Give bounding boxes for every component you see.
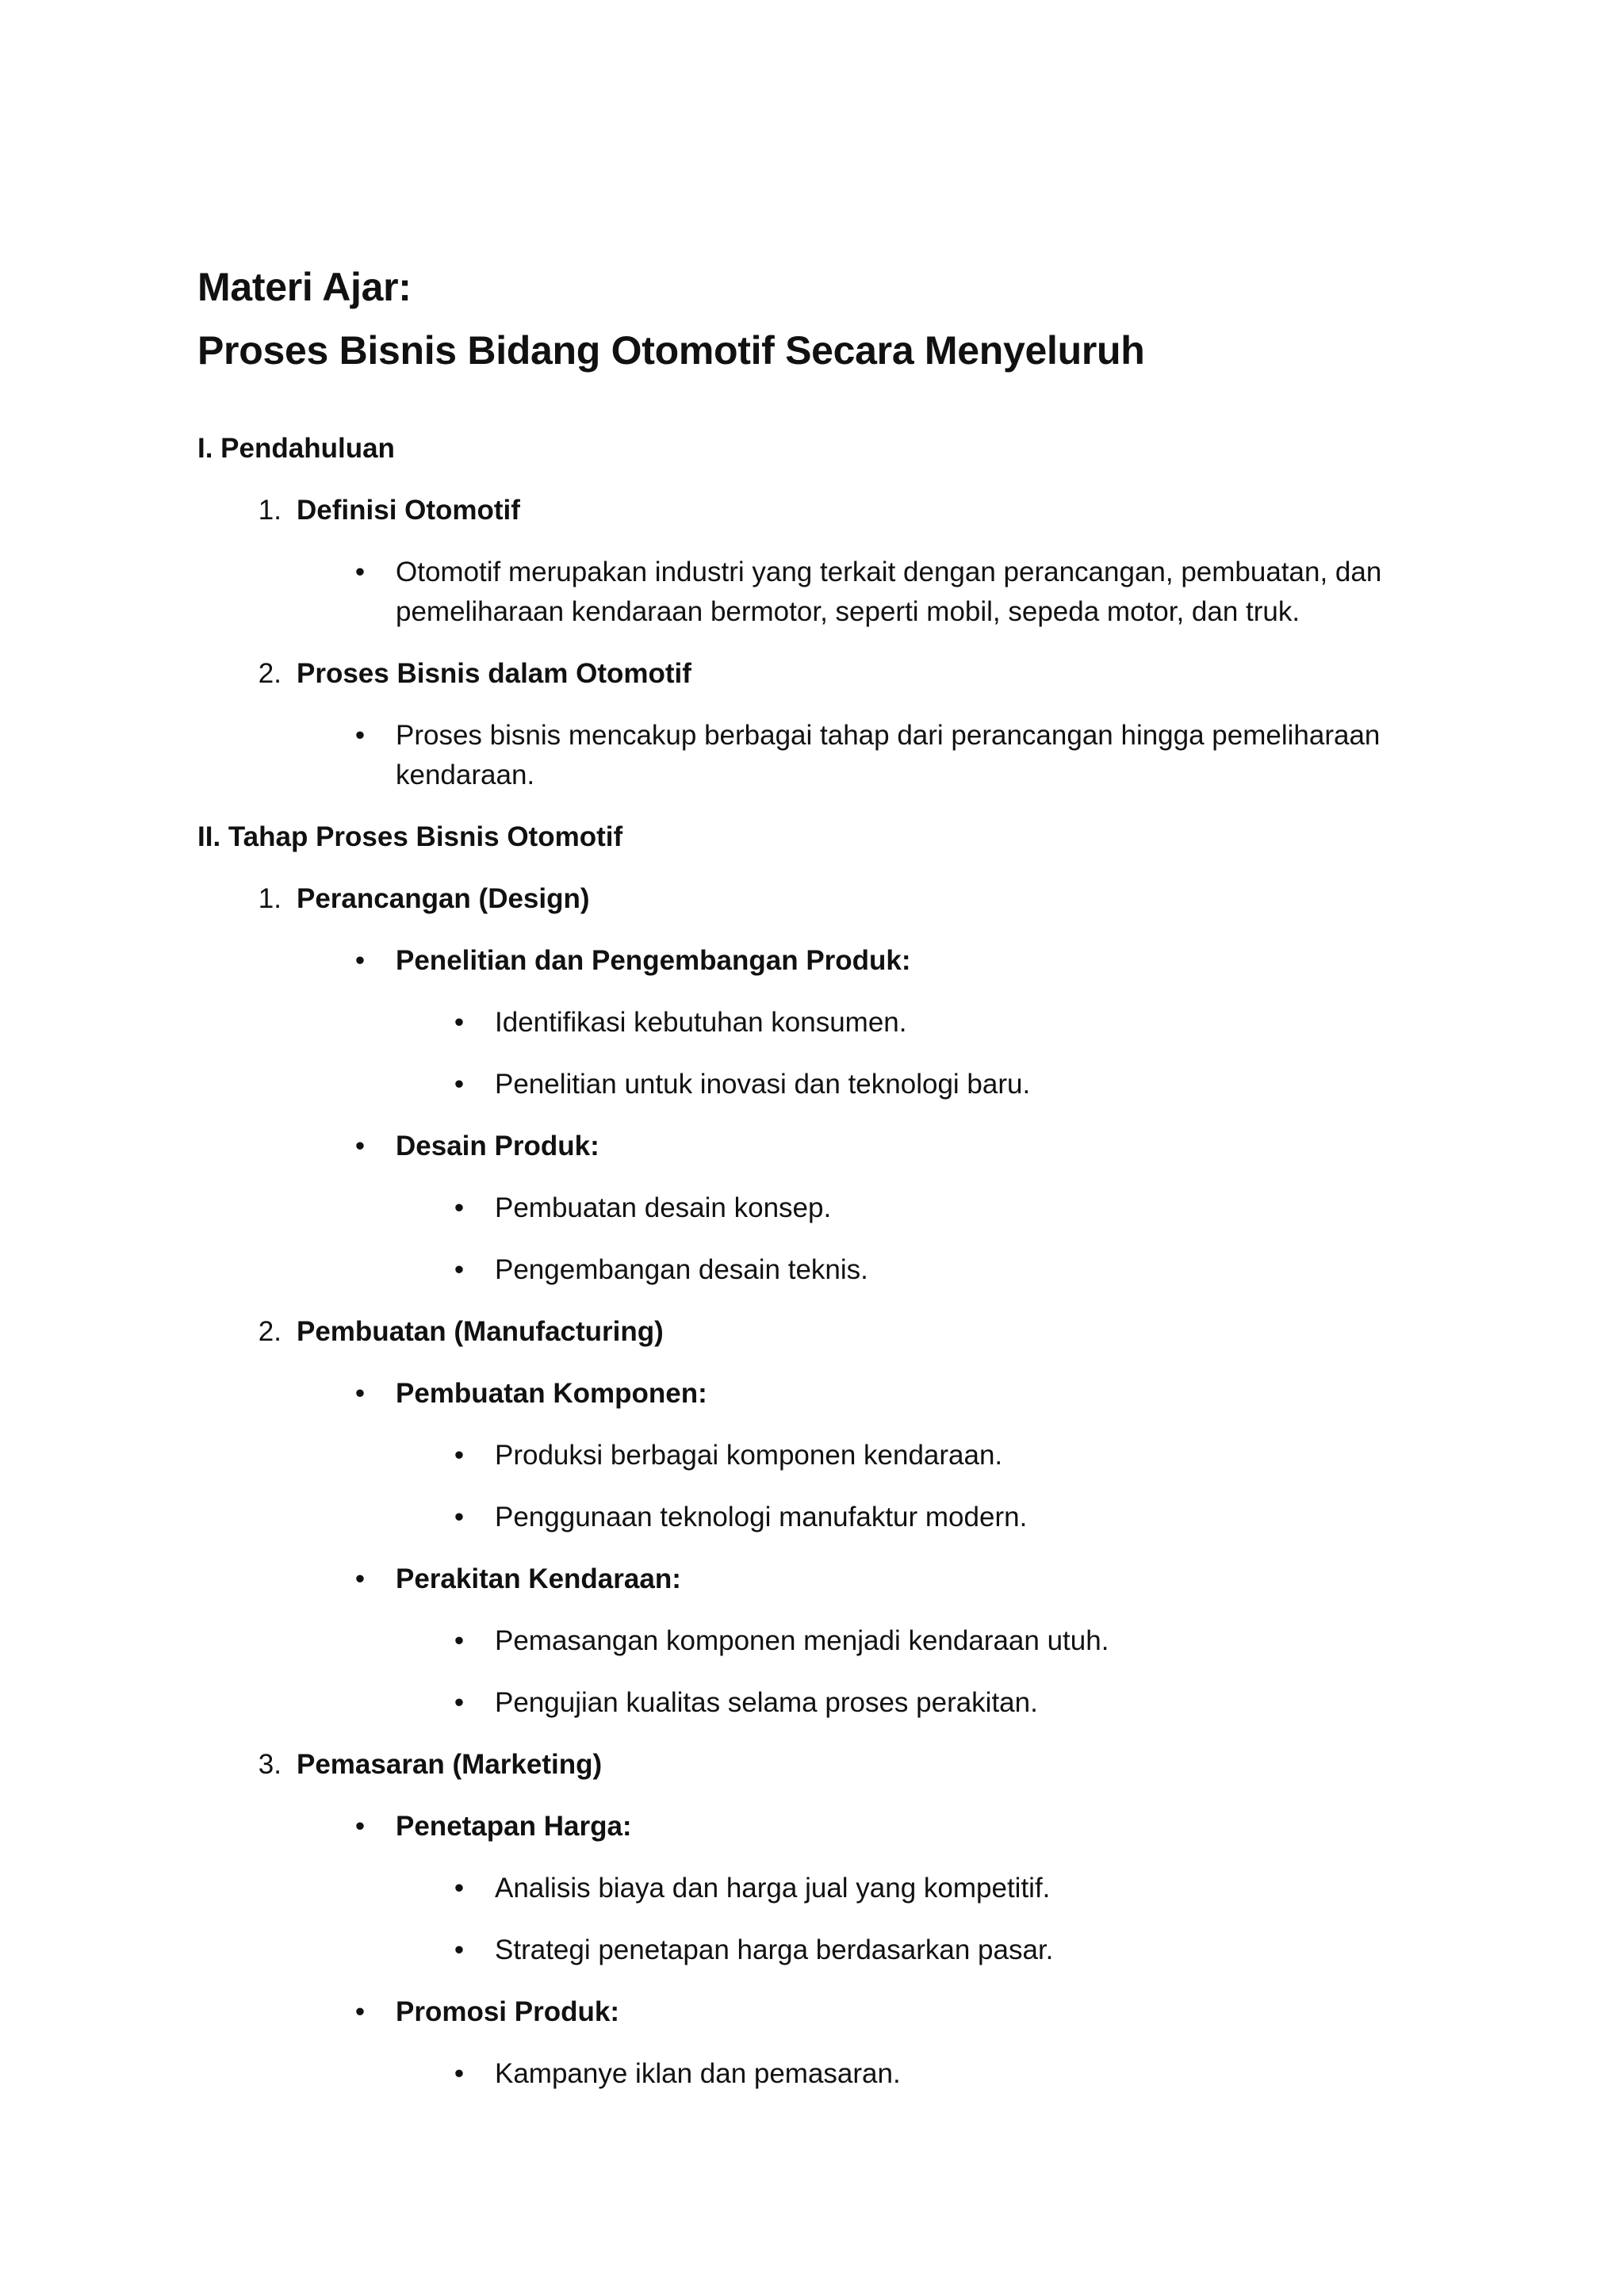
bullet-text: Penggunaan teknologi manufaktur modern. <box>495 1502 1028 1533</box>
bullet-item <box>197 1869 1434 1908</box>
sub-heading-label: Penelitian dan Pengembangan Produk: <box>396 945 911 976</box>
sub-heading-item <box>197 1374 1434 1414</box>
bullet-item <box>197 1065 1434 1104</box>
bullet-text: Kampanye iklan dan pemasaran. <box>495 2058 901 2089</box>
sub-heading-item <box>197 941 1434 981</box>
bullet-icon: • <box>454 1440 465 1471</box>
bullet-text: Produksi berbagai komponen kendaraan. <box>495 1440 1003 1471</box>
item-number: 1. <box>258 495 282 526</box>
bullet-icon: • <box>454 1934 465 1965</box>
bullet-icon: • <box>354 720 366 751</box>
numbered-item <box>197 491 1434 530</box>
bullet-icon: • <box>454 1625 465 1656</box>
item-label: Pembuatan (Manufacturing) <box>297 1316 664 1347</box>
bullet-item <box>197 1250 1434 1290</box>
bullet-text: Pembuatan desain konsep. <box>495 1192 832 1223</box>
bullet-icon: • <box>454 2058 465 2089</box>
bullet-text: Otomotif merupakan industri yang terkait dengan perancangan, pembuatan, dan pemeliharaan kendaraan bermotor, seperti mobil, sepeda motor, dan truk. <box>396 557 1382 627</box>
bullet-icon: • <box>354 1811 366 1842</box>
bullet-icon: • <box>454 1502 465 1533</box>
bullet-item <box>197 1498 1434 1537</box>
section-heading: I. Pendahuluan <box>197 433 395 464</box>
numbered-item <box>197 1745 1434 1785</box>
bullet-icon: • <box>354 1996 366 2027</box>
bullet-icon: • <box>454 1254 465 1285</box>
sub-heading-item <box>197 1992 1434 2032</box>
numbered-item <box>197 654 1434 694</box>
bullet-icon: • <box>354 557 366 587</box>
bullet-text: Pemasangan komponen menjadi kendaraan utuh. <box>495 1625 1109 1656</box>
bullet-text: Pengembangan desain teknis. <box>495 1254 868 1285</box>
bullet-item <box>197 716 1434 795</box>
bullet-item <box>197 1188 1434 1228</box>
section-heading: II. Tahap Proses Bisnis Otomotif <box>197 821 623 852</box>
sub-heading-label: Perakitan Kendaraan: <box>396 1563 681 1594</box>
numbered-item <box>197 1312 1434 1352</box>
bullet-item <box>197 1931 1434 1970</box>
document-title <box>197 255 1145 382</box>
item-label: Proses Bisnis dalam Otomotif <box>297 658 691 689</box>
bullet-item <box>197 553 1434 632</box>
item-number: 3. <box>258 1749 282 1780</box>
bullet-item <box>197 1683 1434 1723</box>
bullet-icon: • <box>454 1687 465 1718</box>
item-label: Perancangan (Design) <box>297 883 590 914</box>
bullet-icon: • <box>354 945 366 976</box>
title-line-1: Materi Ajar: <box>197 265 412 309</box>
title-line-2: Proses Bisnis Bidang Otomotif Secara Menyeluruh <box>197 328 1145 373</box>
bullet-icon: • <box>454 1873 465 1904</box>
sub-heading-label: Pembuatan Komponen: <box>396 1378 707 1409</box>
sub-heading-label: Desain Produk: <box>396 1131 599 1161</box>
sub-heading-item <box>197 1127 1434 1166</box>
bullet-icon: • <box>354 1131 366 1161</box>
bullet-text: Strategi penetapan harga berdasarkan pasar. <box>495 1934 1054 1965</box>
bullet-icon: • <box>454 1192 465 1223</box>
bullet-item <box>197 1436 1434 1475</box>
item-label: Definisi Otomotif <box>297 495 520 526</box>
bullet-text: Analisis biaya dan harga jual yang kompetitif. <box>495 1873 1051 1904</box>
sub-heading-label: Promosi Produk: <box>396 1996 619 2027</box>
bullet-item <box>197 1621 1434 1661</box>
bullet-icon: • <box>454 1069 465 1100</box>
item-number: 2. <box>258 658 282 689</box>
item-number: 2. <box>258 1316 282 1347</box>
bullet-text: Pengujian kualitas selama proses perakitan. <box>495 1687 1038 1718</box>
numbered-item <box>197 879 1434 919</box>
bullet-icon: • <box>354 1378 366 1409</box>
item-label: Pemasaran (Marketing) <box>297 1749 603 1780</box>
sub-heading-item <box>197 1559 1434 1599</box>
item-number: 1. <box>258 883 282 914</box>
sub-heading-item <box>197 1807 1434 1846</box>
bullet-text: Proses bisnis mencakup berbagai tahap dari perancangan hingga pemeliharaan kendaraan. <box>396 720 1381 790</box>
bullet-icon: • <box>354 1563 366 1594</box>
document-body <box>197 429 1434 2094</box>
bullet-item <box>197 2054 1434 2094</box>
bullet-text: Identifikasi kebutuhan konsumen. <box>495 1007 907 1038</box>
bullet-text: Penelitian untuk inovasi dan teknologi baru. <box>495 1069 1031 1100</box>
sub-heading-label: Penetapan Harga: <box>396 1811 632 1842</box>
bullet-item <box>197 1003 1434 1043</box>
bullet-icon: • <box>454 1007 465 1038</box>
